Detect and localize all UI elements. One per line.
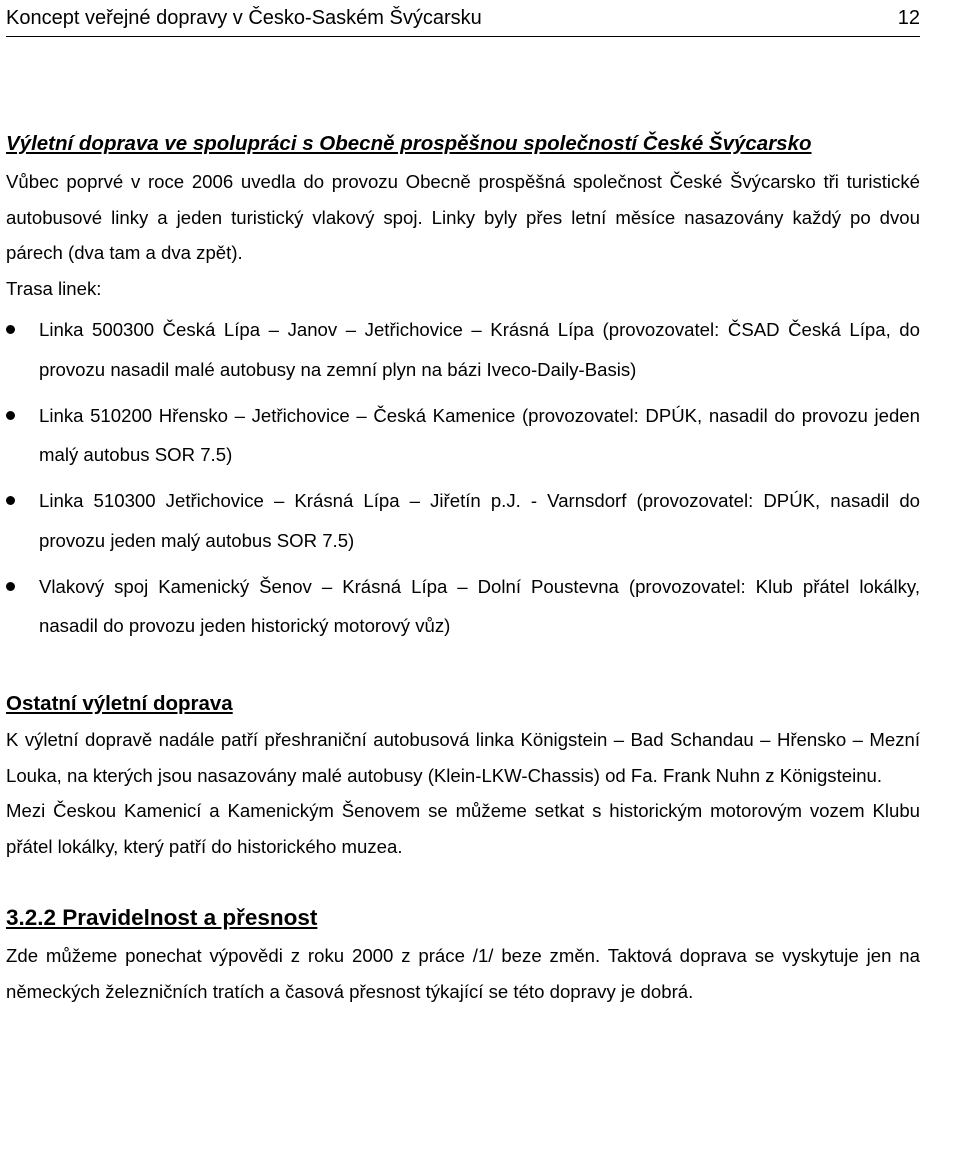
list-item: Linka 500300 Česká Lípa – Janov – Jetřichovice – Krásná Lípa (provozovatel: ČSAD Česká Lípa, do provozu nasadil malé autobusy na zemní plyn na bázi Iveco-Daily-Basis) — [6, 310, 920, 389]
section-heading-regularity: 3.2.2 Pravidelnost a přesnost — [6, 905, 318, 930]
routes-label: Trasa linek: — [6, 277, 102, 299]
other-paragraph-1: K výletní dopravě nadále patří přeshraniční autobusová linka Königstein – Bad Schandau – Hřensko – Mezní Louka, na kterých jsou nasazovány malé autobusy (Klein-LKW-Chassis) od Fa. Frank Nuhn z Königsteinu. — [6, 729, 920, 786]
section-regularity — [6, 898, 920, 1009]
running-header — [6, 0, 920, 37]
list-item: Vlakový spoj Kamenický Šenov – Krásná Lípa – Dolní Poustevna (provozovatel: Klub přátel lokálky, nasadil do provozu jeden historický motorový vůz) — [6, 567, 920, 646]
running-title: Koncept veřejné dopravy v Česko-Saském Švýcarsku — [6, 7, 482, 29]
section-trips — [6, 123, 920, 646]
intro-paragraph: Vůbec poprvé v roce 2006 uvedla do provozu Obecně prospěšná společnost České Švýcarsko tři turistické autobusové linky a jeden turistický vlakový spoj. Linky byly přes letní měsíce nasazovány každý po dvou párech (dva tam a dva zpět). — [6, 171, 920, 263]
section-heading-other: Ostatní výletní doprava — [6, 692, 233, 715]
section-other-trips — [6, 686, 920, 864]
list-item: Linka 510200 Hřensko – Jetřichovice – Česká Kamenice (provozovatel: DPÚK, nasadil do provozu jeden malý autobus SOR 7.5) — [6, 396, 920, 475]
document-page — [6, 0, 920, 1009]
regularity-paragraph: Zde můžeme ponechat výpovědi z roku 2000 z práce /1/ beze změn. Taktová doprava se vyskytuje jen na německých železničních tratích a časová přesnost týkající se této dopravy je dobrá. — [6, 945, 920, 1002]
list-item: Linka 510300 Jetřichovice – Krásná Lípa – Jiřetín p.J. - Varnsdorf (provozovatel: DPÚK, nasadil do provozu jeden malý autobus SOR 7.5) — [6, 481, 920, 560]
routes-list — [6, 310, 920, 646]
other-paragraph-2: Mezi Českou Kamenicí a Kamenickým Šenovem se můžeme setkat s historickým motorovým vozem Klubu přátel lokálky, který patří do historického muzea. — [6, 800, 920, 857]
section-heading-trips: Výletní doprava ve spolupráci s Obecně prospěšnou společností České Švýcarsko — [6, 132, 812, 155]
page-number: 12 — [897, 7, 920, 29]
